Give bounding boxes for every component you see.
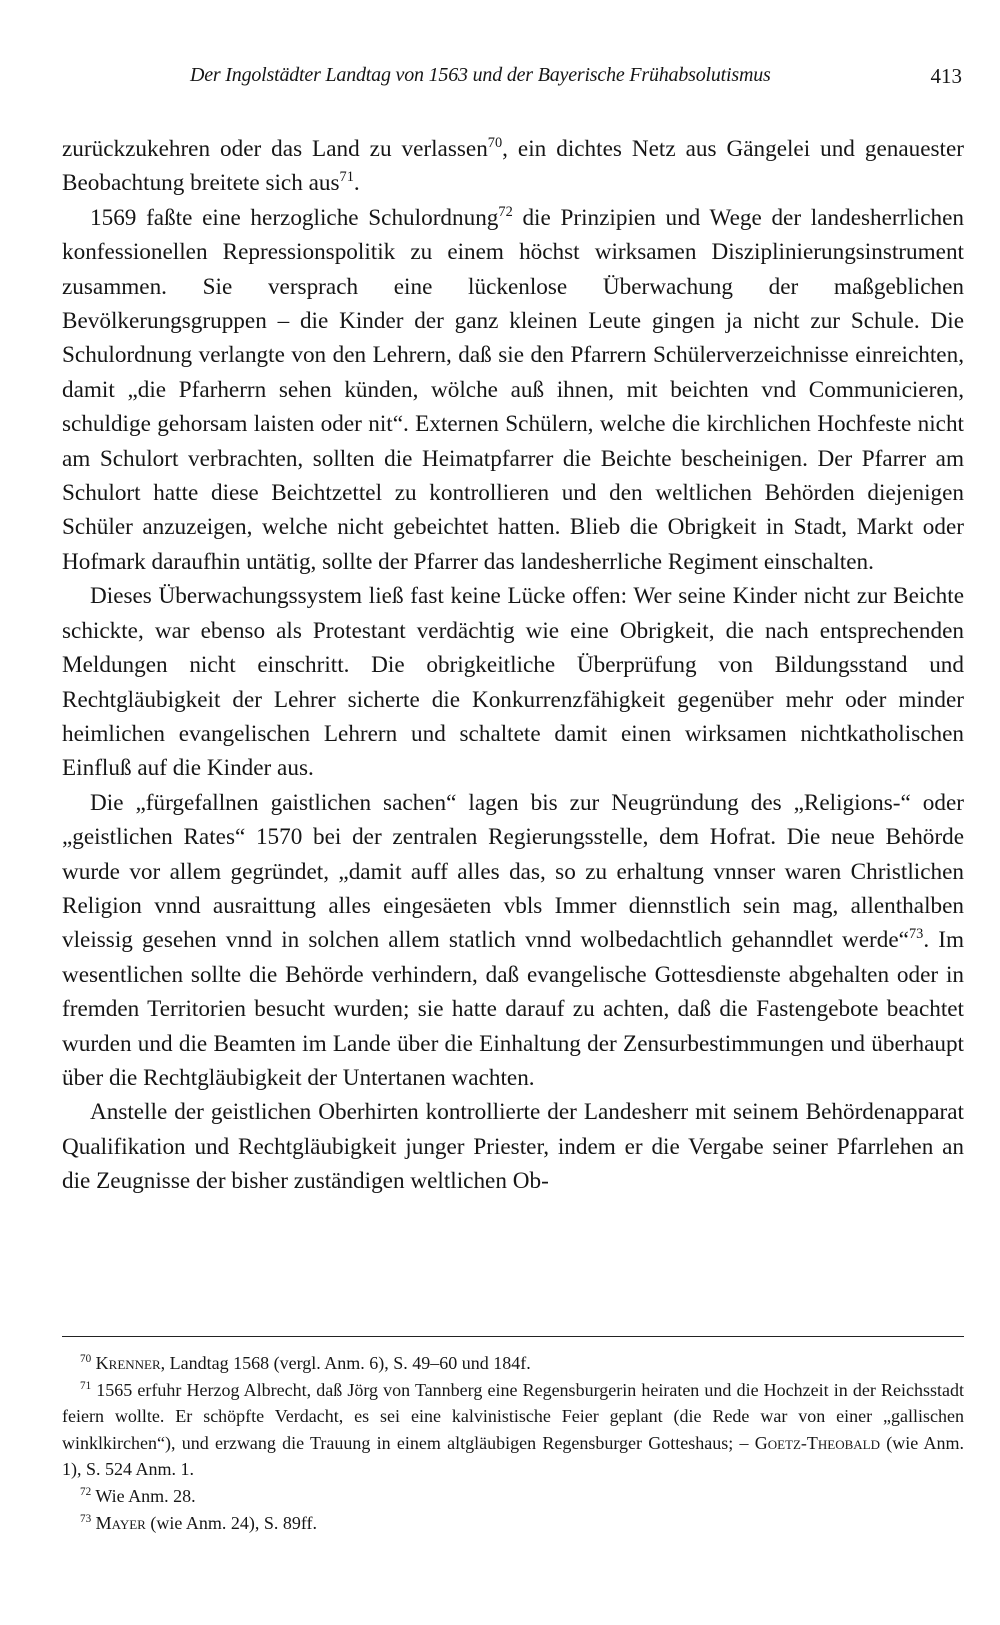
footnote xyxy=(62,1377,964,1483)
running-head xyxy=(62,64,962,94)
footnote-reference: 72 xyxy=(498,203,513,220)
author-name: Krenner xyxy=(95,1353,161,1373)
footnote-separator xyxy=(62,1336,964,1337)
text-run: Die „fürgefallnen gaistlichen sachen“ lagen bis zur Neugründung des „Religions-“ oder „geistlichen Rates“ 1570 bei der zentralen Regierungsstelle, dem Hofrat. Die neue Behörde wurde vor allem gegründet, „damit auff alles das, so zu erhaltung vnnser waren Christlichen Religion vnnd ausraittung alles eingesäeten vbls Immer diennstlich sein mag, allenthalben vleissig gesehen vnnd in solchen allem statlich vnnd wolbedachtlich gehanndlet werde“ xyxy=(62,789,964,954)
author-name: Goetz-Theobald xyxy=(754,1432,881,1453)
footnote-reference: 73 xyxy=(908,926,924,943)
footnote-number: 70 xyxy=(80,1353,92,1366)
text-run: , Landtag 1568 (vergl. Anm. 6), S. 49–60 und 184f. xyxy=(160,1353,531,1373)
footnote-number: 73 xyxy=(80,1512,92,1525)
text-run: 1565 erfuhr Herzog Albrecht, daß Jörg von Tannberg eine Regensburgerin heiraten und die Hochzeit in der Reichsstadt feiern wollte. Er schöpfte Verdacht, es sei eine kalvinistische Feier geplant (die Rede war von einer „gallischen winklkirchen“), und erzwang die Trauung in einem altgläubigen Regensburger Gotteshaus; – xyxy=(62,1379,965,1453)
footnotes xyxy=(62,1350,964,1536)
paragraph xyxy=(62,201,964,579)
footnote xyxy=(62,1510,964,1537)
paragraph xyxy=(62,1095,964,1198)
text-run: die Prinzipien und Wege der landesherrlichen konfessionellen Repressionspolitik zu einem höchst wirksamen Disziplinierungsinstrument zusammen. Sie versprach eine lückenlose Überwachung der maßgeblichen Bevölkerungsgruppen – die Kinder der ganz kleinen Leute gingen ja nicht zur Schule. Die Schulordnung verlangte von den Lehrern, daß sie den Pfarrern Schülerverzeichnisse einreichten, damit „die Pfarherrn sehen künden, wölche auß ihnen, mit beichten vnd Communicieren, schuldige gehorsam laisten oder nit“. Externen Schülern, welche die kirchlichen Hochfeste nicht am Schulort verbrachten, sollten die Heimatpfarrer die Beichte bescheinigen. Der Pfarrer am Schulort hatte diese Beichtzettel zu kontrollieren und den weltlichen Behörden diejenigen Schüler anzuzeigen, welche nicht gebeichtet hatten. Blieb die Obrigkeit in Stadt, Markt oder Hofmark daraufhin untätig, sollte der Pfarrer das landesherrliche Regiment einschalten. xyxy=(62,204,964,575)
author-name: Mayer xyxy=(95,1512,146,1533)
text-run: Anstelle der geistlichen Oberhirten kontrollierte der Landesherr mit seinem Behördenapparat Qualifikation und Rechtgläubigkeit junger Priester, indem er die Vergabe seiner Pfarrlehen an die Zeugnisse der bisher zuständigen weltlichen Ob- xyxy=(62,1099,964,1195)
paragraph xyxy=(62,132,964,201)
main-text xyxy=(62,132,964,1199)
text-run: (wie Anm. 24), S. 89ff. xyxy=(145,1512,318,1533)
text-run: (wie Anm. 1), S. 524 Anm. 1. xyxy=(62,1432,964,1480)
footnote-reference: 70 xyxy=(487,135,503,152)
footnote xyxy=(62,1350,964,1377)
text-run: zurückzukehren oder das Land zu verlassen xyxy=(62,136,488,162)
footnote-number: 71 xyxy=(80,1379,92,1392)
paragraph xyxy=(62,786,964,1096)
paragraph xyxy=(62,579,964,785)
text-run: . xyxy=(353,170,360,197)
running-title: Der Ingolstädter Landtag von 1563 und der Bayerische Frühabsolutismus xyxy=(190,64,771,86)
page-number: 413 xyxy=(930,64,962,88)
footnote xyxy=(62,1483,964,1510)
text-run: , ein dichtes Netz aus Gängelei und genauester Beobachtung breitete sich aus xyxy=(62,136,965,197)
text-run: Dieses Überwachungssystem ließ fast keine Lücke offen: Wer seine Kinder nicht zur Beichte schickte, war ebenso als Protestant verdächtig wie eine Obrigkeit, die nach entsprechenden Meldungen nicht einschritt. Die obrigkeitliche Überprüfung von Bildungsstand und Rechtgläubigkeit der Lehrer sicherte die Konkurrenzfähigkeit gegenüber mehr oder minder heimlichen evangelischen Lehrern und schaltete damit einen wirksamen nichtkatholischen Einfluß auf die Kinder aus. xyxy=(62,583,964,782)
footnote-reference: 71 xyxy=(339,169,354,186)
footnote-number: 72 xyxy=(80,1486,92,1499)
text-run: Wie Anm. 28. xyxy=(95,1485,196,1506)
text-run: 1569 faßte eine herzogliche Schulordnung xyxy=(90,204,499,231)
text-run: . Im wesentlichen sollte die Behörde verhindern, daß evangelische Gottesdienste abgehalten oder in fremden Territorien besucht wurden; sie hatte darauf zu achten, daß die Fastengebote beachtet wurden und die Beamten im Lande über die Einhaltung der Zensurbestimmungen und überhaupt über die Rechtgläubigkeit der Untertanen wachten. xyxy=(62,927,965,1091)
